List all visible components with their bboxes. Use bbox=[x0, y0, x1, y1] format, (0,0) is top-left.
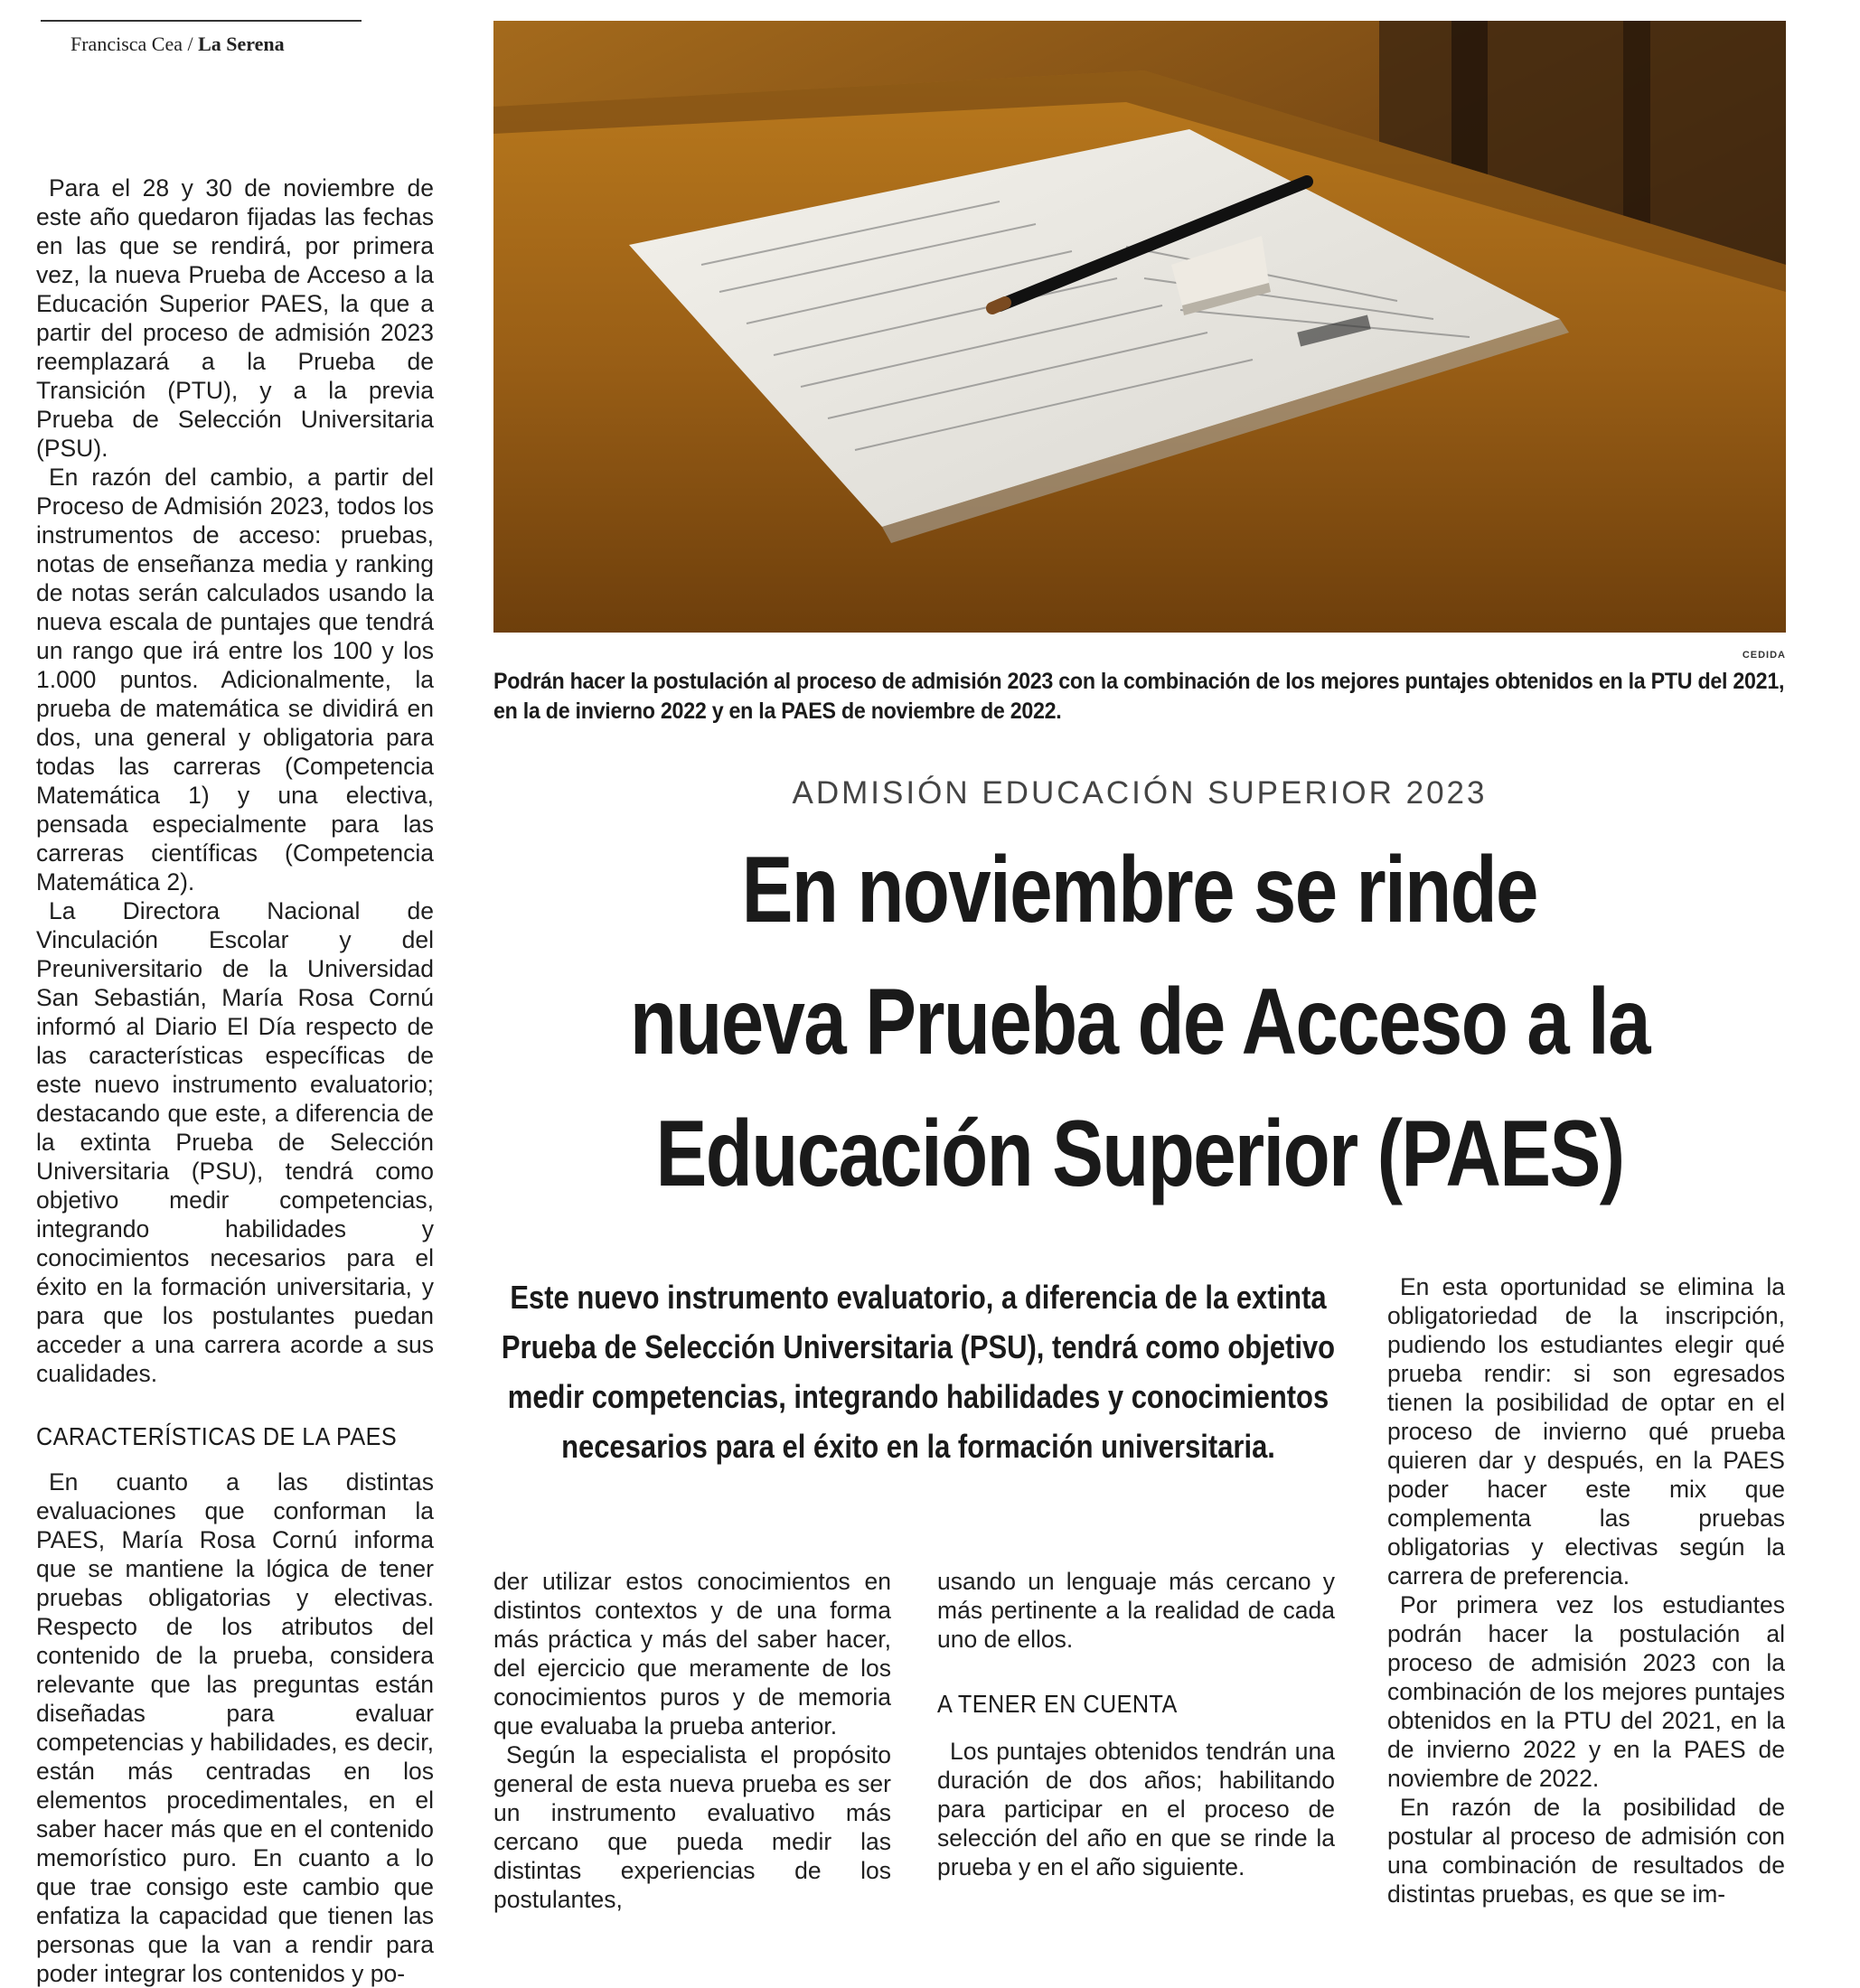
section-subhead: A TENER EN CUENTA bbox=[937, 1690, 1178, 1718]
headline-line: nueva Prueba de Acceso a la bbox=[629, 970, 1650, 1074]
photo-caption: Podrán hacer la postulación al proceso de admisión 2023 con la combinación de los mejores puntajes obtenidos en la PTU del 2021, en la de invierno 2022 y en la PAES de noviembre de 2022. bbox=[493, 669, 1785, 724]
byline-separator: / bbox=[187, 33, 193, 55]
headline bbox=[493, 824, 1786, 1220]
middle-column-1 bbox=[493, 1567, 891, 1914]
photo-credit: CEDIDA bbox=[1742, 650, 1786, 661]
lead-text: Este nuevo instrumento evaluatorio, a diferencia de la extinta Prueba de Selección Universitaria (PSU), tendrá como objetivo medir competencias, integrando habilidades y conocimientos necesarios para el éxito en la formación universitaria. bbox=[501, 1279, 1336, 1465]
right-column bbox=[1387, 1272, 1785, 1908]
paragraph: Por primera vez los estudiantes podrán hacer la postulación al proceso de admisión 2023 con la combinación de los mejores puntajes obtenidos en la PTU del 2021, en la de invierno 2022 y en la PAES de noviembre de 2022. bbox=[1387, 1591, 1785, 1792]
kicker: ADMISIÓN EDUCACIÓN SUPERIOR 2023 bbox=[792, 775, 1488, 811]
paragraph: La Directora Nacional de Vinculación Escolar y del Preuniversitario de la Universidad San Sebastián, María Rosa Cornú informó al Diario El Día respecto de las características específicas de este nuevo instrumento evaluatorio; destacando que este, a diferencia de la extinta Prueba de Selección Universitaria (PSU), tendrá como objetivo medir competencias, integrando habilidades y conocimientos necesarios para el éxito en la formación universitaria, y para que los postulantes puedan acceder a una carrera acorde a sus cualidades. bbox=[36, 897, 434, 1387]
paragraph: En razón de la posibilidad de postular al proceso de admisión con una combinación de resultados de distintas pruebas, es que se im- bbox=[1387, 1794, 1785, 1908]
paragraph: Para el 28 y 30 de noviembre de este año quedaron fijadas las fechas en las que se rendirá, por primera vez, la nueva Prueba de Acceso a la Educación Superior PAES, la que a partir del proceso de admisión 2023 reemplazará a la Prueba de Transición (PTU), y a la previa Prueba de Selección Universitaria (PSU). bbox=[36, 174, 434, 462]
paragraph: Según la especialista el propósito general de esta nueva prueba es ser un instrumento evaluativo más cercano que pueda medir las distintas experiencias de los postulantes, bbox=[493, 1741, 891, 1913]
paragraph: En cuanto a las distintas evaluaciones que conforman la PAES, María Rosa Cornú informa que se mantiene la lógica de tener pruebas obligatorias y electivas. Respecto de los atributos del contenido de la prueba, considera relevante que las preguntas están diseñadas para evaluar competencias y habilidades, es decir, están más centradas en los elementos procedimentales, en el saber hacer más que en el contenido memorístico puro. En cuanto a lo que trae consigo este cambio que enfatiza la capacidad que tienen las personas que la van a rendir para poder integrar los contenidos y po- bbox=[36, 1468, 434, 1987]
lead-paragraph bbox=[493, 1272, 1343, 1471]
paragraph: usando un lenguaje más cercano y más pertinente a la realidad de cada uno de ellos. bbox=[937, 1568, 1335, 1653]
byline bbox=[70, 33, 285, 56]
byline-author: Francisca Cea bbox=[70, 33, 183, 55]
paragraph: En esta oportunidad se elimina la obligatoriedad de la inscripción, pudiendo los estudiantes elegir qué prueba rendir: si son egresados tienen la posibilidad de optar en el proceso de invierno qué prueba quieren dar y después, en la PAES poder hacer este mix que complementa las pruebas obligatorias y electivas según la carrera de preferencia. bbox=[1387, 1273, 1785, 1589]
paragraph: der utilizar estos conocimientos en distintos contextos y de una forma más práctica y más del saber hacer, del ejercicio que meramente de los conocimientos puros y de memoria que evaluaba la prueba anterior. bbox=[493, 1568, 891, 1740]
left-column bbox=[36, 173, 434, 1988]
headline-line: En noviembre se rinde bbox=[741, 838, 1538, 942]
middle-column-2 bbox=[937, 1567, 1335, 1881]
paragraph: Los puntajes obtenidos tendrán una duración de dos años; habilitando para participar en el proceso de selección del año en que se rinde la prueba y en el año siguiente. bbox=[937, 1738, 1335, 1880]
byline-place: La Serena bbox=[198, 33, 285, 55]
paragraph: En razón del cambio, a partir del Proceso de Admisión 2023, todos los instrumentos de acceso: pruebas, notas de enseñanza media y ranking de notas serán calculados usando la nueva escala de puntajes que tendrá un rango que irá entre los 100 y los 1.000 puntos. Adicionalmente, la prueba de matemática se dividirá en dos, una general y obligatoria para todas las carreras (Competencia Matemática 1) y una electiva, pensada especialmente para las carreras científicas (Competencia Matemática 2). bbox=[36, 464, 434, 896]
headline-line: Educación Superior (PAES) bbox=[655, 1102, 1624, 1206]
exam-desk-photo bbox=[493, 21, 1786, 633]
section-subhead: CARACTERÍSTICAS DE LA PAES bbox=[36, 1422, 398, 1450]
byline-rule bbox=[41, 20, 362, 22]
article-photo bbox=[493, 21, 1786, 633]
